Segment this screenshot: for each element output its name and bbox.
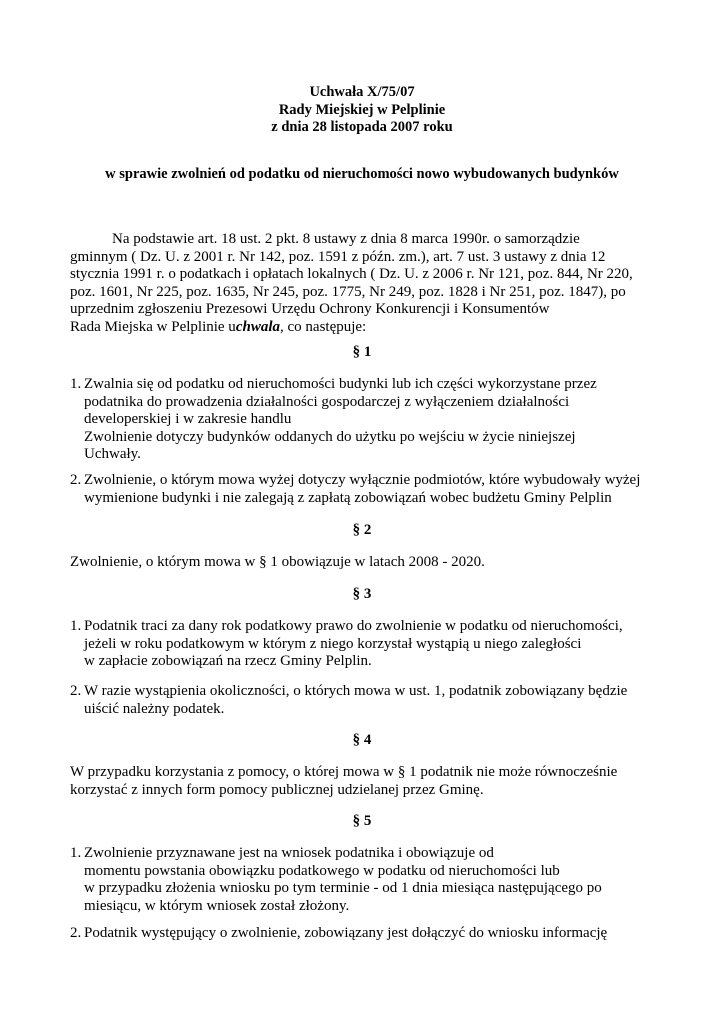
item-text: w zapłacie zobowiązań na rzecz Gminy Pelplin.: [84, 653, 372, 669]
item-text: uiścić należny podatek.: [84, 700, 225, 717]
resolution-subject: w sprawie zwolnień od podatku od nieruchomości nowo wybudowanych budynków: [105, 166, 619, 182]
council-line: Rady Miejskiej w Pelplinie: [278, 101, 446, 118]
preamble-line: stycznia 1991 r. o podatkach i opłatach lokalnych ( Dz. U. z 2006 r. Nr 121, poz. 844, Nr 220,: [70, 266, 633, 282]
preamble-line: Na podstawie art. 18 ust. 2 pkt. 8 ustawy z dnia 8 marca 1990r. o samorządzie: [112, 231, 580, 247]
item-text: Zwolnienie, o którym mowa wyżej dotyczy wyłącznie podmiotów, które wybudowały wyżej: [84, 472, 641, 488]
item-number: 2.: [70, 472, 82, 488]
item-text: Zwolnienie przyznawane jest na wniosek podatnika i obowiązuje od: [84, 845, 494, 861]
date-line: z dnia 28 listopada 2007 roku: [271, 119, 453, 135]
item-text: wymienione budynki i nie zalegają z zapłatą zobowiązań wobec budżetu Gminy Pelplin: [84, 489, 612, 506]
section-4-text: [70, 764, 656, 799]
section-5-item-1: [70, 845, 656, 915]
preamble-line: uprzednim zgłoszeniu Prezesowi Urzędu Ochrony Konkurencji i Konsumentów: [70, 301, 550, 317]
preamble: [70, 231, 656, 336]
section-2-heading: § 2: [352, 522, 372, 538]
section-4-heading: § 4: [352, 732, 372, 748]
item-text: podatnika do prowadzenia działalności gospodarczej z wyłączeniem działalności: [84, 393, 570, 410]
item-text: w przypadku złożenia wniosku po tym terminie - od 1 dnia miesiąca następującego po: [84, 880, 602, 896]
preamble-emphasis: chwala: [235, 318, 280, 335]
item-text: momentu powstania obowiązku podatkowego w podatku od nieruchomości lub: [84, 862, 560, 879]
paragraph-line: korzystać z innych form pomocy publicznej udzielanej przez Gminę.: [70, 781, 484, 798]
section-1-item-1: [70, 376, 656, 464]
item-text: jeżeli w roku podatkowym w którym z niego korzystał wystąpią u niego zaległości: [84, 635, 582, 652]
section-3-heading: § 3: [352, 586, 372, 602]
section-3-item-1: [70, 618, 656, 671]
item-text: Podatnik występujący o zwolnienie, zobowiązany jest dołączyć do wniosku informację: [84, 925, 608, 941]
preamble-text: , co następuje:: [280, 318, 367, 335]
title-line: Uchwała X/75/07: [309, 84, 415, 100]
item-text: Podatnik traci za dany rok podatkowy prawo do zwolnienie w podatku od nieruchomości,: [84, 618, 623, 634]
item-number: 2.: [70, 925, 82, 941]
item-number: 1.: [70, 376, 82, 392]
item-text: developerskiej i w zakresie handlu: [84, 411, 292, 427]
resolution-title: [0, 84, 724, 137]
section-2-text: Zwolnienie, o którym mowa w § 1 obowiązuje w latach 2008 - 2020.: [70, 554, 485, 570]
section-1-heading: § 1: [352, 344, 372, 360]
item-number: 1.: [70, 618, 82, 634]
paragraph-line: W przypadku korzystania z pomocy, o której mowa w § 1 podatnik nie może równocześnie: [70, 764, 618, 780]
section-5-heading: § 5: [352, 813, 372, 829]
section-1-item-2: [70, 472, 656, 507]
preamble-line: gminnym ( Dz. U. z 2001 r. Nr 142, poz. 1591 z późn. zm.), art. 7 ust. 3 ustawy z dnia 12: [70, 248, 606, 265]
item-text: Zwalnia się od podatku od nieruchomości budynki lub ich części wykorzystane przez: [84, 376, 597, 392]
item-text: Zwolnienie dotyczy budynków oddanych do użytku po wejściu w życie niniejszej: [84, 428, 576, 445]
section-5-item-2: [70, 925, 656, 943]
item-number: 2.: [70, 683, 82, 699]
item-number: 1.: [70, 845, 82, 861]
item-text: Uchwały.: [84, 446, 141, 462]
section-3-item-2: [70, 683, 656, 718]
preamble-line: poz. 1601, Nr 225, poz. 1635, Nr 245, poz. 1775, Nr 249, poz. 1828 i Nr 251, poz. 1847), po: [70, 283, 626, 300]
preamble-closing: [70, 319, 656, 337]
preamble-text: Rada Miejska w Pelplinie u: [70, 318, 236, 335]
item-text: miesiącu, w którym wniosek został złożony.: [84, 897, 350, 914]
item-text: W razie wystąpienia okoliczności, o których mowa w ust. 1, podatnik zobowiązany będzie: [84, 683, 628, 699]
